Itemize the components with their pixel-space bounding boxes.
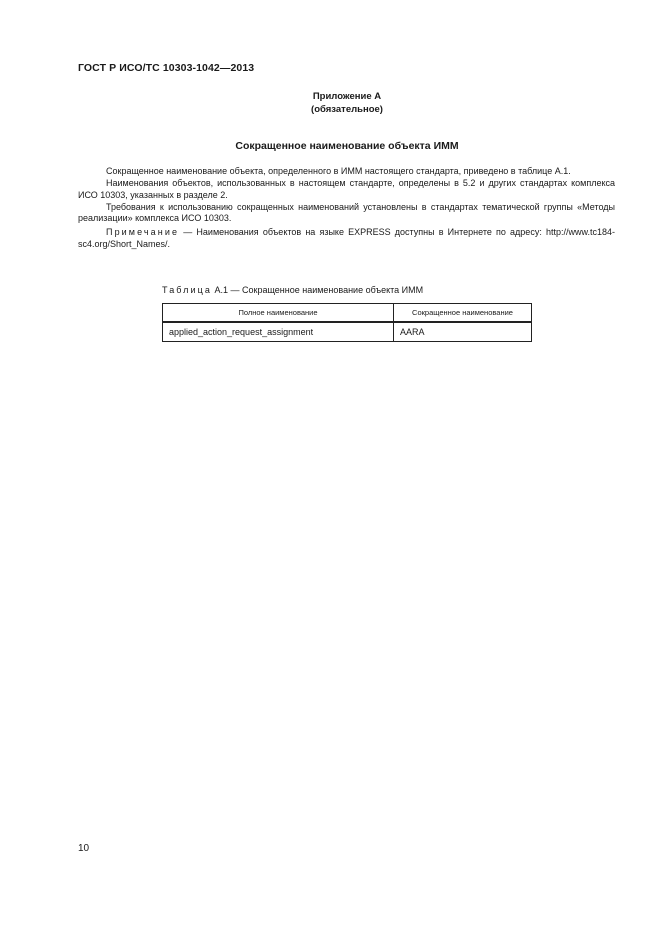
table-cell-short-name: AARA [394,322,532,342]
section-heading: Сокращенное наименование объекта ИММ [235,140,459,152]
annex-title-block [78,90,616,116]
body-text [78,166,615,250]
annex-status: (обязательное) [311,104,383,115]
paragraph: Наименования объектов, использованных в настоящем стандарте, определены в 5.2 и других стандартах комплекса ИСО 10303, указанных в разделе 2. [78,178,615,200]
table-header-row [163,304,532,323]
table-cell-full-name: applied_action_request_assignment [163,322,394,342]
table-row [163,322,532,342]
note-label: Примечание [106,226,180,237]
table-caption-text: А.1 — Сокращенное наименование объекта ИММ [212,285,424,295]
paragraph: Сокращенное наименование объекта, определенного в ИММ настоящего стандарта, приведено в таблице А.1. [106,166,571,176]
column-header-full-name: Полное наименование [163,304,394,323]
annex-title: Приложение А [312,91,382,102]
note-text: — Наименования объектов на языке EXPRESS доступны в Интернете по адресу: http://www.tc184-sc4.org/Short_Names/. [78,226,615,249]
paragraph: Требования к использованию сокращенных наименований установлены в стандартах тематической группы «Методы реализации» комплекса ИСО 10303. [78,201,615,224]
note [78,227,615,250]
short-names-table [162,303,532,342]
page-number: 10 [78,843,90,854]
table-caption-label: Таблица [162,285,212,295]
table-caption [162,285,423,295]
document-code: ГОСТ Р ИСО/ТС 10303-1042—2013 [78,62,255,74]
column-header-short-name: Сокращенное наименование [394,304,532,323]
